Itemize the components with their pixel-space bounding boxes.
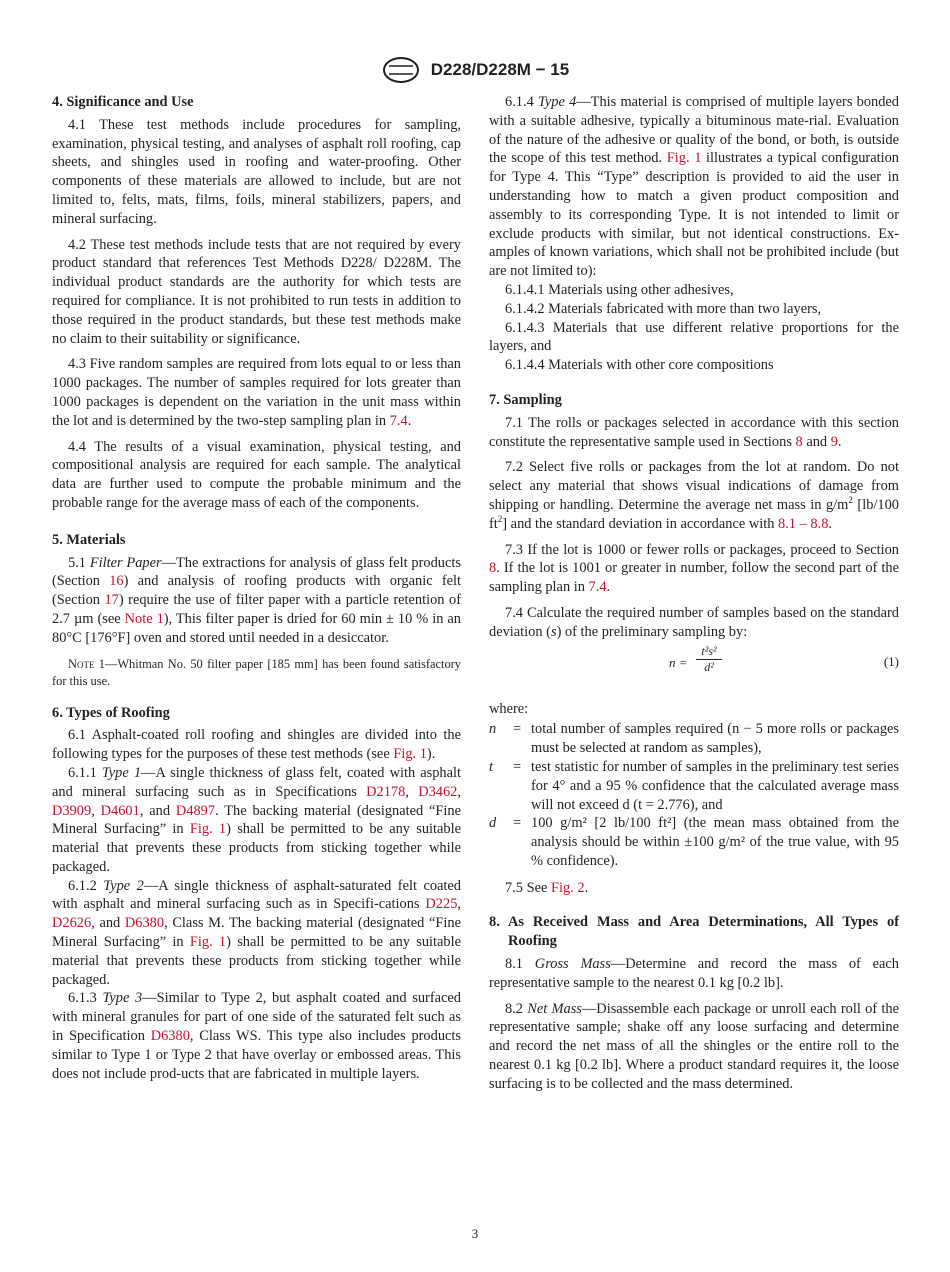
equation-lhs: n = (669, 654, 688, 670)
equation-1 (489, 644, 899, 680)
link-fig-1[interactable]: Fig. 1 (189, 934, 227, 951)
section-6-title: 6. Types of Roofing (52, 704, 170, 721)
where-label: where: (489, 700, 529, 717)
left-column (52, 93, 461, 1083)
equation-fraction (696, 644, 722, 675)
equation-number: (1) (883, 653, 899, 669)
link-section-9[interactable]: 9 (830, 433, 838, 450)
link-d3909[interactable]: D3909 (52, 802, 92, 819)
para-7-3: 7.3 If the lot is 1000 or fewer rolls or packages, proceed to Section 8. If the lot is 1001 or greater in number, follow the second part of the sampling plan in 7.4. (489, 541, 899, 596)
definition-n: n = total number of samples required (n − 5 more rolls or packages must be selected at random as samples), (489, 721, 899, 757)
link-section-8[interactable]: 8 (795, 433, 803, 450)
para-6-1-4-2: 6.1.4.2 Materials fabricated with more than two layers, (505, 300, 822, 317)
link-8-1-8-8[interactable]: 8.1 – 8.8 (778, 515, 829, 532)
link-d6380[interactable]: D6380 (150, 1028, 190, 1045)
link-7-4[interactable]: 7.4 (588, 579, 607, 596)
link-d4897[interactable]: D4897 (175, 802, 216, 819)
link-7-4[interactable]: 7.4 (389, 412, 408, 429)
para-7-5: 7.5 See Fig. 2. (505, 879, 589, 896)
standard-designation: D228/D228M − 15 (430, 60, 570, 79)
section-7-title: 7. Sampling (489, 391, 562, 408)
section-8-title: 8. As Received Mass and Area Determinations, All Types of Roofing (489, 914, 899, 950)
para-4-1: 4.1 These test methods include procedures for sampling, examination, physical testing, and analyses of asphalt roll roofing, cap sheets, and shingles used in roofing and water-proofing. Other components of these materials are allowed to include, but are not limited to, felts, mats, films, foils, mineral stabilizers, papers, and mineral surfacing. (52, 116, 461, 227)
link-d4601[interactable]: D4601 (100, 802, 140, 819)
para-8-2: 8.2 Net Mass—Disassemble each package or unroll each roll of the representative sample; shake off any loose surfacing and determine and record the net mass of all the shingles or the entire roll to the nearest 0.1 kg [0.2 lb]. Where a product standard requires it, the loose surfacing is to be collected and the mass determined. (489, 1000, 899, 1092)
para-6-1-4-1: 6.1.4.1 Materials using other adhesives, (505, 281, 734, 298)
para-4-3: 4.3 Five random samples are required from lots equal to or less than 1000 packages. The number of samples required for lots greater than 1000 packages is dependent on the variation in the unit mass within the lot and is determined by the two-step sampling plan in 7.4. (52, 356, 461, 429)
link-d2626[interactable]: D2626 (52, 915, 92, 932)
link-d2178[interactable]: D2178 (366, 783, 406, 800)
para-4-2: 4.2 These test methods include tests that are not required by every product standard that references Test Methods D228/ D228M. The individual product standards are the authority for which tests are required for compliance. It is not prohibited to run tests in addition to those required in the product standards, but these test methods make no claim to their suitability or significance. (52, 236, 461, 347)
para-6-1-4-3: 6.1.4.3 Materials that use different relative proportions for the layers, and (489, 319, 899, 355)
definition-d: d = 100 g/m² [2 lb/100 ft²] (the mean mass obtained from the analysis should be within ±100 g/m² of the true value, with 95 % confidence). (489, 815, 899, 869)
equation-denominator: d² (704, 659, 714, 674)
link-d3462[interactable]: D3462 (418, 783, 458, 800)
link-fig-1[interactable]: Fig. 1 (666, 150, 702, 167)
link-fig-2[interactable]: Fig. 2 (550, 879, 585, 896)
para-7-2: 7.2 Select five rolls or packages from the lot at random. Do not select any material that shows visual indications of damage from shipping or handling. Determine the average net mass in $g/m^2$ [lb/100 $ft^2$] and the standard deviation in accordance with 8.1 – 8.8. (489, 459, 900, 532)
link-d225[interactable]: D225 (425, 896, 458, 913)
link-fig-1[interactable]: Fig. 1 (393, 746, 427, 763)
link-note-1[interactable]: Note 1 (124, 610, 164, 627)
para-7-1: 7.1 The rolls or packages selected in accordance with this section constitute the representative sample used in Sections 8 and 9. (489, 414, 899, 450)
para-6-1: 6.1 Asphalt-coated roll roofing and shingles are divided into the following types for the purposes of these test methods (see Fig. 1). (52, 727, 461, 763)
equation-numerator: t²s² (696, 644, 722, 660)
link-section-16[interactable]: 16 (109, 573, 124, 590)
section-4-title: 4. Significance and Use (52, 94, 194, 110)
astm-logo-icon (381, 56, 421, 84)
para-4-4: 4.4 The results of a visual examination, physical testing, and compositional analysis are required for each sample. The analytical data are further used to compute the probable minimum and the probable range for the average mass of each of the components. (52, 438, 461, 511)
para-6-1-2: 6.1.2 Type 2—A single thickness of asphalt-saturated felt coated with asphalt and mineral surfacing such as in Specifi-cations D225, D2626, and D6380, Class M. The backing material (designated “Fine Mineral Surfacing” in Fig. 1) shall be permitted to be any suitable material that prevents these products from sticking together while packaged. (52, 877, 462, 988)
right-column (489, 93, 899, 1101)
definition-t: t = test statistic for number of samples in the preliminary test series for 4° and a 95 % confidence that the calculated average mass will not exceed d (t = 2.776), and (489, 758, 899, 813)
link-section-8[interactable]: 8 (489, 560, 497, 577)
link-fig-1[interactable]: Fig. 1 (189, 821, 227, 838)
para-5-1: 5.1 Filter Paper—The extractions for analysis of glass felt products (Section 16) and analysis of roofing products with organic felt (Section 17) require the use of filter paper with a particle retention of 2.7 µm (see Note 1), This filter paper is dried for 60 min ± 10 % in an 80°C [176°F] oven and stored until needed in a desiccator. (52, 554, 461, 646)
page-header (0, 56, 950, 84)
para-6-1-3: 6.1.3 Type 3—Similar to Type 2, but asphalt coated and surfaced with mineral granules for part of one side of the saturated felt such as in Specification D6380, Class WS. This type also includes products similar to Type 1 or Type 2 that have overlay or embossed areas. This does not include prod-ucts that are fabricated in multiple layers. (52, 990, 462, 1082)
section-5-title: 5. Materials (52, 531, 126, 548)
page-number: 3 (471, 1226, 479, 1241)
link-d6380[interactable]: D6380 (124, 915, 165, 932)
para-7-4: 7.4 Calculate the required number of samples based on the standard deviation (s) of the preliminary sampling by: (489, 604, 899, 640)
para-6-1-1: 6.1.1 Type 1—A single thickness of glass felt, coated with asphalt and mineral surfacing such as in Specifications D2178, D3462, D3909, D4601, and D4897. The backing material (designated “Fine Mineral Surfacing” in Fig. 1) shall be permitted to be any suitable material that prevents these products from sticking together while packaged. (52, 764, 462, 875)
para-8-1: 8.1 Gross Mass—Determine and record the mass of each representative sample to the nearest 0.1 kg [0.2 lb]. (489, 956, 899, 991)
para-6-1-4-4: 6.1.4.4 Materials with other core compositions (505, 357, 774, 374)
link-section-17[interactable]: 17 (104, 592, 119, 609)
para-6-1-4: 6.1.4 Type 4—This material is comprised of multiple layers bonded with a suitable adhesive, typically a bituminous mate-rial. Evaluation of the nature of the adhesive or quality of the bond, or both, is outside the scope of this test method. Fig. 1 illustrates a typical configuration for Type 4. This “Type” description is provided to aid the user in understanding how to match a given product composition and assembly to its corresponding Type. It is not intended to limit or exclude products with similar, but not identical constructions. Ex-amples of known variations, which shall not be prohibited include (but are not limited to): (489, 94, 899, 280)
note-1: Note 1—Whitman No. 50 filter paper [185 mm] has been found satisfactory for this use. (52, 656, 461, 688)
